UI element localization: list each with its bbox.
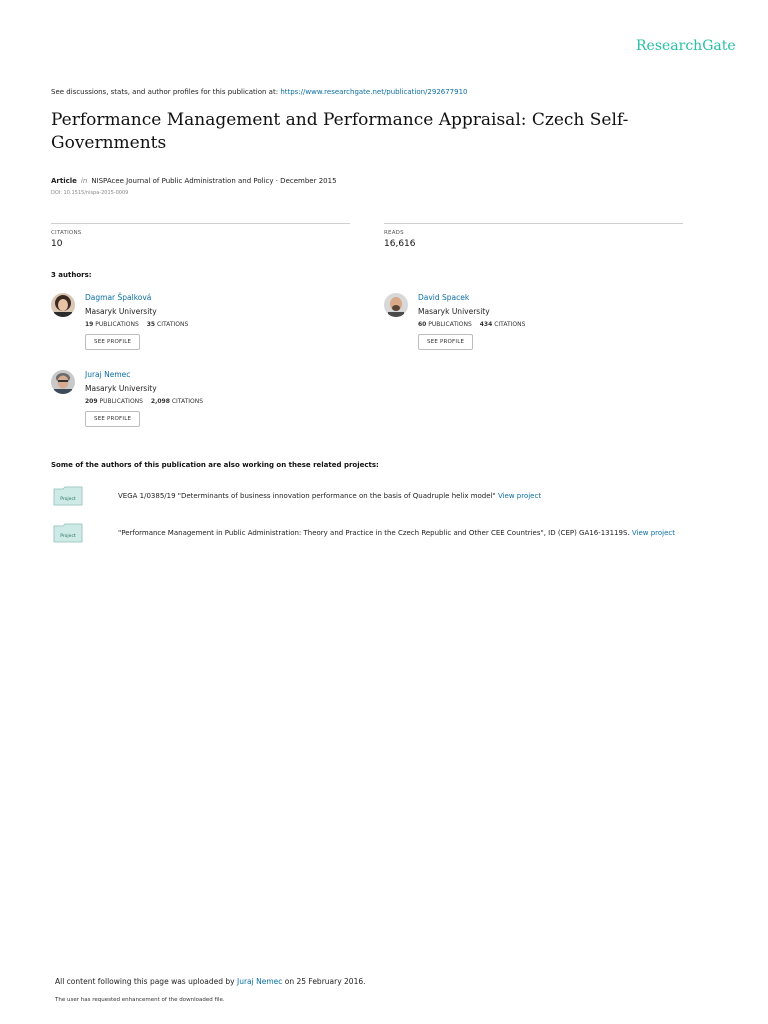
project-description <box>118 492 541 500</box>
upload-suffix: on 25 February 2016. <box>284 977 366 986</box>
discussion-prefix: See discussions, stats, and author profiles for this publication at: <box>51 88 279 96</box>
view-project-link[interactable]: View project <box>497 492 542 500</box>
avatar[interactable] <box>384 293 408 317</box>
upload-prefix: All content following this page was uploaded by <box>55 977 235 986</box>
author-stats <box>418 321 525 328</box>
publications-label: PUBLICATIONS <box>95 321 139 328</box>
author-affiliation: Masaryk University <box>418 307 490 316</box>
author-citations-count: 2,098 <box>150 398 170 405</box>
see-profile-button[interactable]: SEE PROFILE <box>85 334 140 350</box>
citations-value: 10 <box>51 239 63 249</box>
citations-stat <box>51 223 350 249</box>
author-publications-count: 60 <box>418 321 427 328</box>
project-description <box>118 529 675 537</box>
project-title: "Performance Management in Public Administration: Theory and Practice in the Czech Republic and Other CEE Countries", ID (CEP) GA16-13119S. <box>118 529 630 537</box>
author-publications-count: 209 <box>85 398 98 405</box>
author-affiliation: Masaryk University <box>85 384 157 393</box>
author-stats <box>85 321 188 328</box>
publication-title: Performance Management and Performance Appraisal: Czech Self-Governments <box>51 110 629 153</box>
reads-value: 16,616 <box>384 239 416 249</box>
publication-doi: DOI: 10.1515/nispa-2015-0009 <box>51 190 129 196</box>
discussion-line <box>51 88 468 96</box>
upload-info <box>55 977 366 986</box>
author-name[interactable]: David Spacek <box>418 293 470 302</box>
researchgate-logo[interactable]: ResearchGate <box>636 38 736 54</box>
enhancement-note: The user has requested enhancement of the downloaded file. <box>55 997 225 1003</box>
publication-venue[interactable]: NISPAcee Journal of Public Administration and Policy · December 2015 <box>91 177 337 185</box>
publications-label: PUBLICATIONS <box>99 398 143 405</box>
uploader-link[interactable]: Juraj Nemec <box>236 977 283 986</box>
project-icon <box>53 486 83 504</box>
publications-label: PUBLICATIONS <box>428 321 472 328</box>
authors-heading: 3 authors: <box>51 271 92 279</box>
citations-label: CITATIONS <box>494 321 526 328</box>
author-citations-count: 434 <box>479 321 493 328</box>
reads-stat <box>384 223 683 249</box>
avatar[interactable] <box>51 370 75 394</box>
author-affiliation: Masaryk University <box>85 307 157 316</box>
related-projects-heading: Some of the authors of this publication are also working on these related projects: <box>51 461 379 469</box>
project-title: VEGA 1/0385/19 "Determinants of business innovation performance on the basis of Quadruple helix model" <box>118 492 496 500</box>
see-profile-button[interactable]: SEE PROFILE <box>85 411 140 427</box>
publication-type: Article <box>51 177 77 185</box>
author-name[interactable]: Juraj Nemec <box>85 370 131 379</box>
citations-label: CITATIONS <box>157 321 189 328</box>
project-icon-label: Project <box>60 534 76 539</box>
citations-label: CITATIONS <box>51 230 82 236</box>
project-icon-label: Project <box>60 497 76 502</box>
see-profile-button[interactable]: SEE PROFILE <box>418 334 473 350</box>
avatar[interactable] <box>51 293 75 317</box>
publication-meta <box>51 177 337 185</box>
author-publications-count: 19 <box>85 321 94 328</box>
citations-label: CITATIONS <box>171 398 204 405</box>
author-citations-count: 35 <box>146 321 156 328</box>
in-word: in <box>80 177 88 185</box>
reads-label: READS <box>384 230 404 236</box>
author-stats <box>85 398 203 405</box>
view-project-link[interactable]: View project <box>631 529 676 537</box>
project-icon <box>53 523 83 541</box>
author-name[interactable]: Dagmar Špalková <box>85 293 152 302</box>
publication-url-link[interactable]: https://www.researchgate.net/publication/292677910 <box>280 88 468 96</box>
